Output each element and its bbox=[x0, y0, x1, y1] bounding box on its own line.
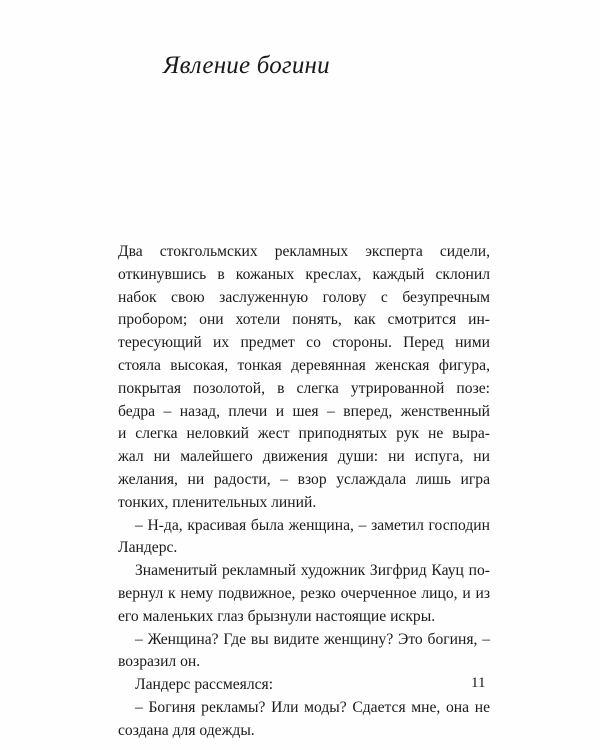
text-line: и слегка неловкий жест приподнятых рук не выра- bbox=[118, 425, 490, 443]
text-line: откинувшись в кожаных креслах, каждый склонил bbox=[118, 265, 490, 283]
text-line: вернул к нему подвижное, резко очерченное лицо, и из bbox=[118, 584, 490, 602]
paragraph bbox=[118, 674, 490, 697]
text-line: набок свою заслуженную голову с безупречным bbox=[118, 288, 490, 306]
text-line: покрытая позолотой, в слегка утрированной позе: bbox=[118, 379, 490, 397]
text-line: тересующий их предмет со стороны. Перед ними bbox=[118, 334, 490, 352]
text-line: желания, ни радости, – взор услаждала лишь игра bbox=[118, 470, 490, 488]
text-line: жал ни малейшего движения души: ни испуга, ни bbox=[118, 448, 490, 466]
page-number: 11 bbox=[471, 675, 486, 691]
body-text bbox=[118, 241, 490, 743]
text-line: Ландерс. bbox=[118, 539, 178, 557]
paragraph bbox=[118, 241, 490, 515]
text-line: бедра – назад, плечи и шея – вперед, женственный bbox=[118, 402, 490, 420]
text-line: – Женщина? Где вы видите женщину? Это богиня, – bbox=[135, 630, 490, 648]
chapter-title: Явление богини bbox=[163, 52, 330, 79]
text-line: пробором; они хотели понять, как смотрится ин- bbox=[118, 311, 490, 329]
text-line: создана для одежды. bbox=[118, 721, 255, 739]
paragraph bbox=[118, 697, 490, 743]
paragraph bbox=[118, 515, 490, 561]
paragraph bbox=[118, 629, 490, 675]
text-line: тонких, пленительных линий. bbox=[118, 493, 317, 511]
text-line: – Н-да, красивая была женщина, – заметил господин bbox=[135, 516, 490, 534]
text-line: Знаменитый рекламный художник Зигфрид Кауц по- bbox=[135, 562, 490, 580]
text-line: Два стокгольмских рекламных эксперта сидели, bbox=[118, 243, 490, 260]
text-line: – Богиня рекламы? Или моды? Сдается мне, она не bbox=[135, 698, 490, 716]
text-line: стояла высокая, тонкая деревянная женская фигура, bbox=[118, 356, 490, 374]
text-line: возразил он. bbox=[118, 653, 201, 671]
text-line: Ландерс рассмеялся: bbox=[135, 676, 274, 694]
paragraph bbox=[118, 560, 490, 628]
text-line: его маленьких глаз брызнули настоящие искры. bbox=[118, 607, 436, 625]
